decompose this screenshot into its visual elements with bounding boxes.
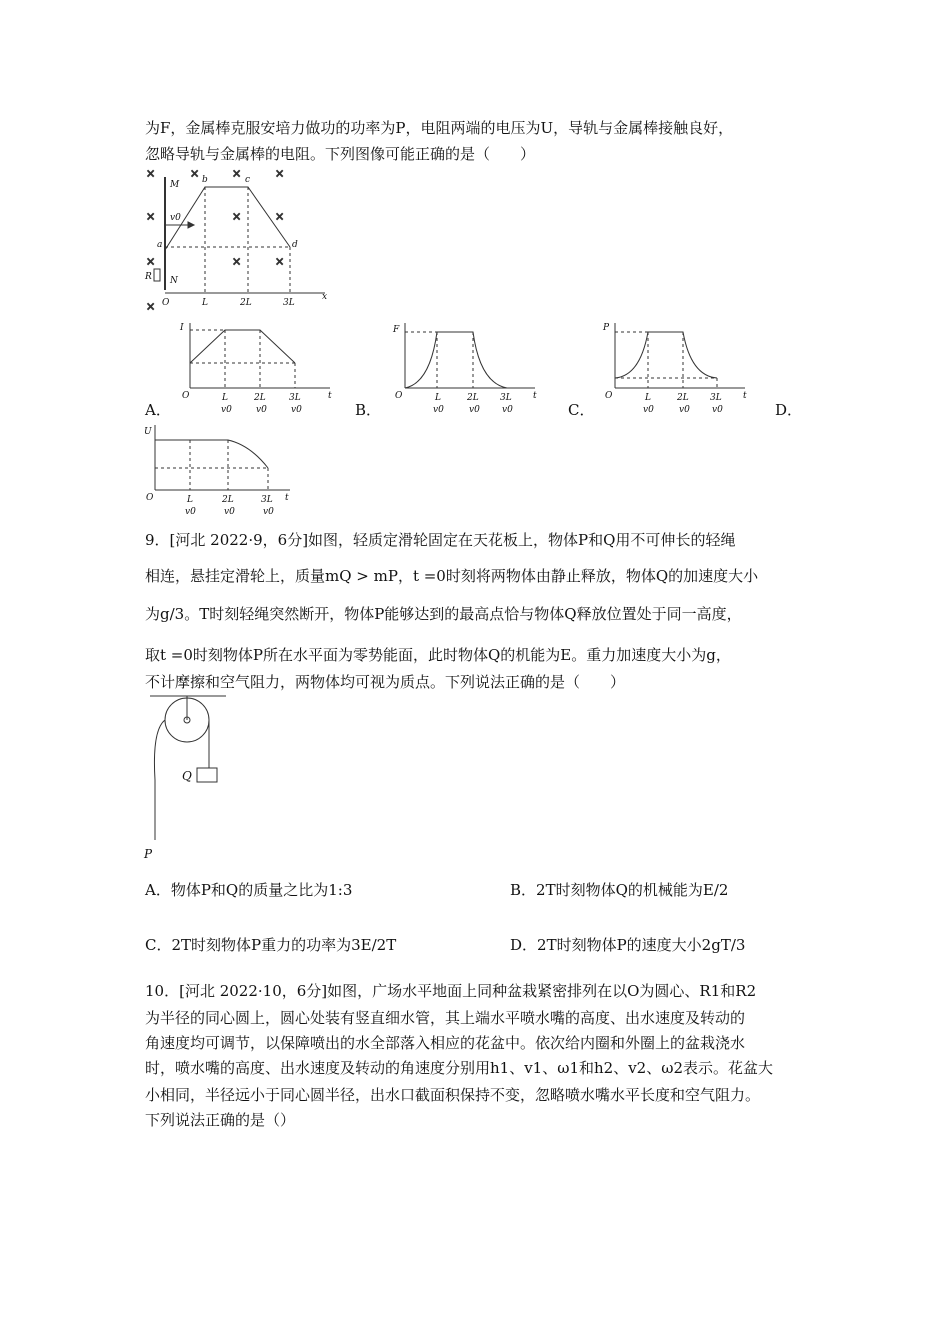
q8-line-1: 为F，金属棒克服安培力做功的功率为P，电阻两端的电压为U，导轨与金属棒接触良好，	[145, 119, 734, 137]
origin-O: O	[182, 391, 190, 401]
label-c: c	[245, 175, 251, 185]
q9-line-4: 取t =0时刻物体P所在水平面为零势能面，此时物体Q的机能为E。重力加速度大小为g，	[145, 646, 731, 664]
label-a: a	[157, 240, 163, 250]
axis-t: t	[743, 391, 747, 401]
origin-O: O	[395, 391, 403, 401]
axis-t: t	[328, 391, 332, 401]
q10-line-5: 小相同，半径远小于同心圆半径，出水口截面积保持不变，忽略喷水嘴水平长度和空气阻力。	[145, 1086, 761, 1104]
label-O: O	[162, 298, 170, 308]
tick-3L: 3L	[710, 393, 722, 403]
q8-line-2: 忽略导轨与金属棒的电阻。下列图像可能正确的是（ ）	[145, 145, 536, 163]
svg-text:×: ×	[275, 210, 285, 223]
label-v0: v0	[170, 213, 181, 223]
svg-text:×: ×	[146, 300, 156, 313]
label-R: R	[145, 272, 152, 282]
graph-A	[170, 318, 340, 418]
option-C: C．	[568, 401, 595, 419]
q10-line-6: 下列说法正确的是（）	[145, 1111, 296, 1129]
tick-denom: v0	[291, 405, 302, 415]
q9-option-A: A．物体P和Q的质量之比为1:3	[145, 881, 353, 899]
origin-O: O	[605, 391, 613, 401]
tick-denom: v0	[263, 507, 274, 517]
tick-denom: v0	[643, 405, 654, 415]
label-Q: Q	[182, 769, 192, 783]
q8-main-figure	[140, 165, 340, 315]
q10-line-4: 时，喷水嘴的高度、出水速度及转动的角速度分别用h1、v1、ω1和h2、v2、ω2表示。花盆大	[145, 1059, 773, 1077]
option-D: D．	[775, 401, 803, 419]
svg-text:×: ×	[146, 210, 156, 223]
svg-text:×: ×	[275, 167, 285, 180]
svg-text:×: ×	[146, 167, 156, 180]
q9-line-2: 相连，悬挂定滑轮上，质量mQ > mP，t =0时刻将两物体由静止释放，物体Q的加速度大小	[145, 567, 759, 585]
option-B: B．	[355, 401, 382, 419]
label-L: L	[202, 298, 208, 308]
q10-line-3: 角速度均可调节，以保障喷出的水全部落入相应的花盆中。依次给内圈和外圈上的盆栽浇水	[145, 1034, 746, 1052]
tick-3L: 3L	[261, 495, 273, 505]
tick-L: L	[187, 495, 193, 505]
q9-option-B: B．2T时刻物体Q的机械能为E/2	[510, 881, 729, 899]
label-N: N	[170, 276, 178, 286]
axis-P: P	[603, 323, 610, 333]
q9-pulley-figure	[140, 690, 240, 865]
axis-I: I	[180, 323, 184, 333]
graph-C	[595, 318, 755, 418]
axis-t: t	[285, 493, 289, 503]
axis-U: U	[144, 427, 152, 437]
svg-text:×: ×	[190, 167, 200, 180]
label-P: P	[144, 847, 153, 861]
label-x: x	[322, 292, 328, 302]
tick-denom: v0	[712, 405, 723, 415]
graph-D	[140, 420, 300, 520]
q9-line-1: 9．[河北 2022·9，6分]如图，轻质定滑轮固定在天花板上，物体P和Q用不可伸长的轻绳	[145, 531, 736, 549]
tick-2L: 2L	[222, 495, 234, 505]
tick-L: L	[222, 393, 228, 403]
tick-L: L	[645, 393, 651, 403]
q10-line-1: 10．[河北 2022·10，6分]如图，广场水平地面上同种盆栽紧密排列在以O为圆心、R1和R2	[145, 982, 757, 1000]
tick-2L: 2L	[467, 393, 479, 403]
tick-denom: v0	[221, 405, 232, 415]
tick-denom: v0	[433, 405, 444, 415]
magnetic-field-crosses	[146, 167, 284, 313]
svg-text:×: ×	[232, 167, 242, 180]
label-M: M	[170, 180, 180, 190]
tick-2L: 2L	[254, 393, 266, 403]
tick-denom: v0	[679, 405, 690, 415]
svg-text:×: ×	[146, 255, 156, 268]
svg-text:×: ×	[232, 255, 242, 268]
graph-B	[385, 318, 545, 418]
tick-2L: 2L	[677, 393, 689, 403]
option-A: A．	[145, 401, 171, 419]
origin-O: O	[146, 493, 154, 503]
q10-line-2: 为半径的同心圆上，圆心处装有竖直细水管，其上端水平喷水嘴的高度、出水速度及转动的	[145, 1009, 746, 1027]
tick-denom: v0	[256, 405, 267, 415]
tick-denom: v0	[224, 507, 235, 517]
axis-t: t	[533, 391, 537, 401]
label-d: d	[292, 240, 298, 250]
tick-L: L	[435, 393, 441, 403]
q9-option-C: C．2T时刻物体P重力的功率为3E/2T	[145, 936, 397, 954]
tick-denom: v0	[469, 405, 480, 415]
label-2L: 2L	[240, 298, 252, 308]
tick-denom: v0	[502, 405, 513, 415]
q9-option-D: D．2T时刻物体P的速度大小2gT/3	[510, 936, 746, 954]
svg-text:×: ×	[275, 255, 285, 268]
q9-line-5: 不计摩擦和空气阻力，两物体均可视为质点。下列说法正确的是（ ）	[145, 673, 626, 691]
axis-F: F	[393, 325, 400, 335]
svg-text:×: ×	[232, 210, 242, 223]
q9-line-3: 为g/3。T时刻轻绳突然断开，物体P能够达到的最高点恰与物体Q释放位置处于同一高度，	[145, 605, 742, 623]
tick-3L: 3L	[500, 393, 512, 403]
tick-denom: v0	[185, 507, 196, 517]
tick-3L: 3L	[289, 393, 301, 403]
label-b: b	[202, 175, 208, 185]
label-3L: 3L	[283, 298, 295, 308]
